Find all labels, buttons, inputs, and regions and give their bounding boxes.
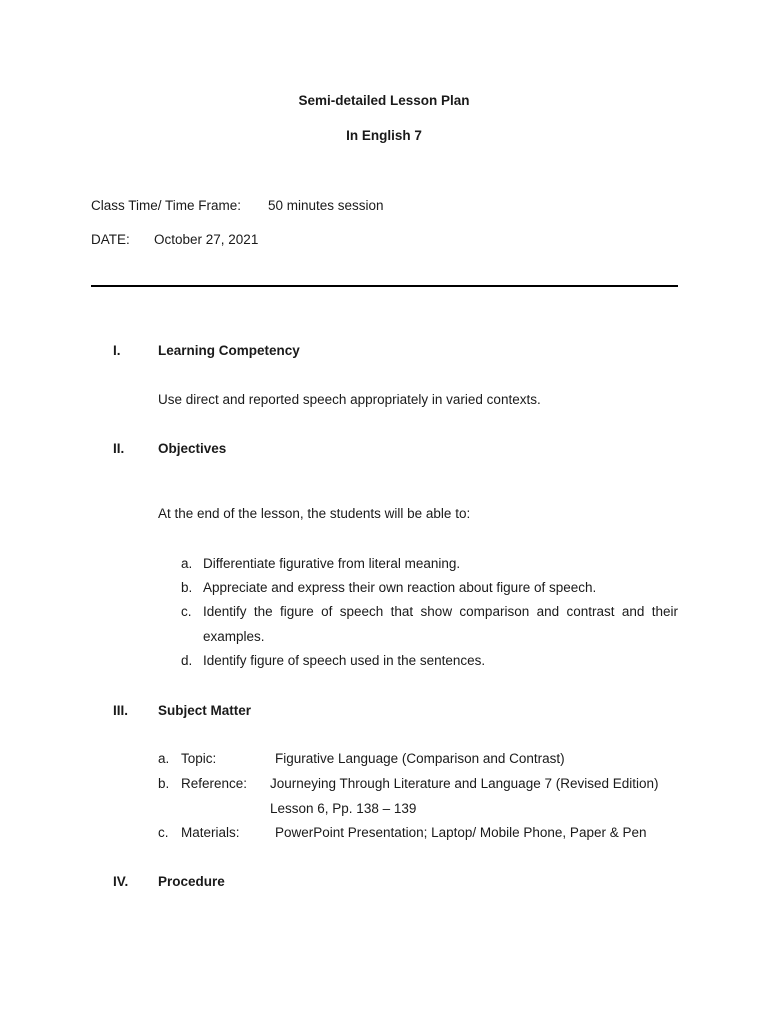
subject-label-materials: Materials: [181,825,240,840]
subject-marker: a. [158,751,170,766]
competency-text: Use direct and reported speech appropriately in varied contexts. [158,392,541,407]
objective-marker: b. [181,580,193,595]
date-label: DATE: [91,232,130,247]
objectives-intro: At the end of the lesson, the students will be able to: [158,506,471,521]
section-heading-procedure: Procedure [158,874,225,889]
section-heading-objectives: Objectives [158,441,227,456]
objective-item: Identify figure of speech used in the sentences. [203,653,486,668]
subject-value-topic: Figurative Language (Comparison and Contrast) [275,751,565,766]
section-numeral-procedure: IV. [113,874,129,889]
section-numeral-objectives: II. [113,441,125,456]
objective-marker: a. [181,556,193,571]
date-value: October 27, 2021 [154,232,259,247]
objective-item: Differentiate figurative from literal meaning. [203,556,461,571]
objective-item: Identify the figure of speech that show comparison and contrast and their [203,604,678,619]
document-title: Semi-detailed Lesson Plan [298,93,470,108]
section-numeral-competency: I. [113,343,121,358]
subject-marker: c. [158,825,169,840]
subject-label-topic: Topic: [181,751,217,766]
class-time-value: 50 minutes session [268,198,384,213]
objective-marker: d. [181,653,193,668]
section-numeral-subject-matter: III. [113,703,129,718]
document-subtitle: In English 7 [346,128,422,143]
horizontal-divider [91,285,678,287]
objective-item-continuation: examples. [203,629,265,644]
subject-value-reference-line2: Lesson 6, Pp. 138 – 139 [270,801,417,816]
subject-label-reference: Reference: [181,776,248,791]
objective-item: Appreciate and express their own reaction about figure of speech. [203,580,597,595]
section-heading-subject-matter: Subject Matter [158,703,252,718]
subject-value-reference: Journeying Through Literature and Language 7 (Revised Edition) [270,776,659,791]
subject-marker: b. [158,776,170,791]
section-heading-competency: Learning Competency [158,343,300,358]
class-time-label: Class Time/ Time Frame: [91,198,242,213]
objective-marker: c. [181,604,192,619]
subject-value-materials: PowerPoint Presentation; Laptop/ Mobile Phone, Paper & Pen [275,825,647,840]
